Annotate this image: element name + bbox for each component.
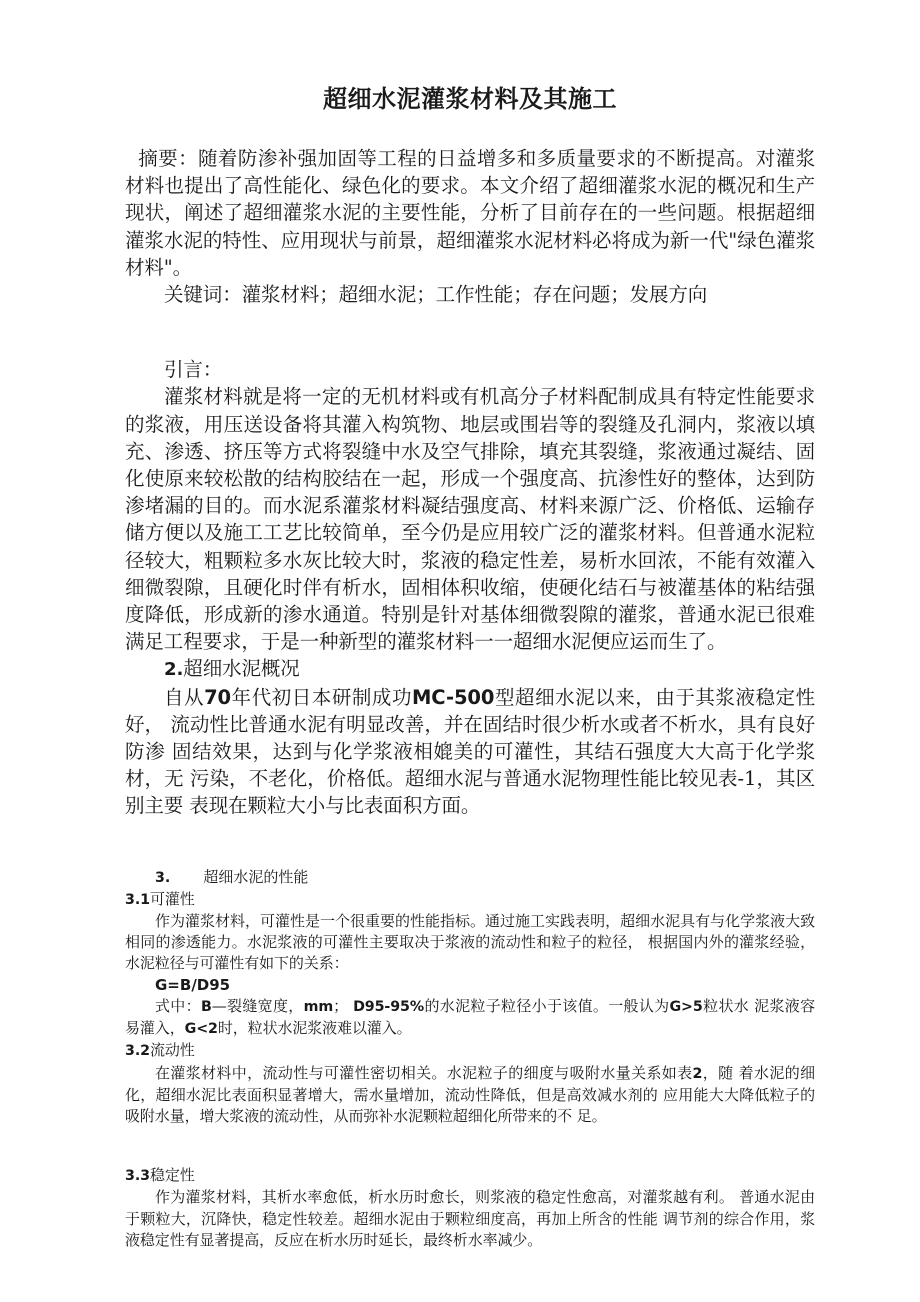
section32-heading-text: 流动性 <box>149 1041 195 1060</box>
section32-heading <box>125 1040 815 1062</box>
section3-heading-text: 超细水泥的性能 <box>203 867 309 886</box>
section3-number: 3. <box>155 869 171 886</box>
section31-heading <box>125 889 815 911</box>
spacer-before-section33 <box>125 1127 815 1165</box>
section2-number: 2. <box>164 659 184 681</box>
spacer-before-intro <box>125 308 815 356</box>
formula-note-pre: 式中： <box>155 996 201 1015</box>
section32-table-ref: 2 <box>692 1065 703 1082</box>
section2-paragraph <box>125 684 815 820</box>
section32-number: 3.2 <box>125 1043 150 1060</box>
formula-symbol-d95: D95-95% <box>353 998 425 1015</box>
formula-note-mid2: ； <box>333 996 354 1015</box>
section32-para-rest: ，随 着水泥的细化，超细水泥比表面积显著增大，需水量增加，流动性降低，但是高效减水剂的 应用能大大降低粒子的吸附水量，增大浆液的流动性，从而弥补水泥颗粒超细化所带来的不 足。 <box>125 1063 815 1125</box>
intro-paragraph: 灌浆材料就是将一定的无机材料或有机高分子材料配制成具有特定性能要求 的浆液，用压送设备将其灌入构筑物、地层或围岩等的裂缝及孔洞内，浆液以填 充、渗透、挤压等方式将裂缝中水及空气排除，填充其裂缝，浆液通过凝结、固 化使原来较松散的结构胶结在一起，形成一个强度高、抗渗性好的整体，达到防 渗堵漏的目的。而水泥系灌浆材料凝结强度高、材料来源广泛、价格低、运输存 储方便以及施工工艺比较简单，至今仍是应用较广泛的灌浆材料。但普通水泥粒 径较大，粗颗粒多水灰比较大时，浆液的稳定性差，易析水回浓，不能有效灌入 细微裂隙，且硬化时伴有析水，固相体积收缩，使硬化结石与被灌基体的粘结强 度降低，形成新的渗水通道。特别是针对基体细微裂隙的灌浆，普通水泥已很难 满足工程要求，于是一种新型的灌浆材料一一超细水泥便应运而生了。 <box>125 385 822 654</box>
intro-heading: 引言： <box>164 358 223 382</box>
abstract-paragraph: 摘要：随着防渗补强加固等工程的日益增多和多质量要求的不断提高。对灌浆 材料也提出了高性能化、绿色化的要求。本文介绍了超细灌浆水泥的概况和生产 现状，阐述了超细灌浆水泥的主要性能，分析了目前存在的一些问题。根据超细 灌浆水泥的特性、应用现状与前景，超细灌浆水泥材料必将成为新一代"绿色灌浆 材料"。 <box>125 147 822 279</box>
section33-heading <box>125 1165 815 1187</box>
spacer-before-section3 <box>125 820 815 867</box>
spacer-after-title <box>125 114 815 145</box>
section32-paragraph <box>125 1063 815 1128</box>
section31-paragraph: 作为灌浆材料，可灌性是一个很重要的性能指标。通过施工实践表明，超细水泥具有与化学浆液大致相同的渗透能力。水泥浆液的可灌性主要取决于浆液的流动性和粒子的粒径， 根据国内外的灌浆经验，水泥粒径与可灌性有如下的关系： <box>125 912 815 973</box>
document-content <box>125 0 822 1251</box>
keywords-line: 关键词：灌浆材料；超细水泥；工作性能；存在问题；发展方向 <box>164 283 708 307</box>
formula-note-mid1: —裂缝宽度， <box>211 996 304 1015</box>
formula-unit-mm: mm <box>303 998 334 1015</box>
formula-note-mid3: 的水泥粒子粒径小于该值。一般认为 <box>424 996 670 1015</box>
section2-para-mid: 年代初日本研制成功 <box>231 685 412 709</box>
page-title: 超细水泥灌浆材料及其施工 <box>323 84 617 113</box>
section2-heading <box>125 655 815 683</box>
section2-model-code: MC-500 <box>412 685 495 709</box>
formula-condition-g-gt-5: G>5 <box>669 998 703 1015</box>
section31-number: 3.1 <box>125 891 150 908</box>
formula-note-mid4: 粒状水 泥浆液容易灌入， <box>125 996 815 1038</box>
section2-para-rest: 型超细水泥以来，由于其浆液稳定性好， 流动性比普通水泥有明显改善，并在固结时很少析水或者不析水，具有良好防渗 固结效果，达到与化学浆液相媲美的可灌性，其结石强度大大高于化学浆材，无 污染，不老化，价格低。超细水泥与普通水泥物理性能比较见表-1，其区别主要 表现在颗粒大小与比表面积方面。 <box>125 685 815 818</box>
section33-paragraph: 作为灌浆材料，其析水率愈低，析水历时愈长，则浆液的稳定性愈高，对灌浆越有利。 普通水泥由于颗粒大，沉降快，稳定性较差。超细水泥由于颗粒细度高，再加上所含的性能 调节剂的综合作用，浆液稳定性有显著提高，反应在析水历时延长，最终析水率减少。 <box>125 1188 815 1249</box>
section32-para-pre: 在灌浆材料中，流动性与可灌性密切相关。水泥粒子的细度与吸附水量关系如表 <box>155 1063 693 1082</box>
section2-para-pre: 自从 <box>164 685 205 709</box>
section2-heading-text: 超细水泥概况 <box>183 657 300 681</box>
section2-year: 70 <box>204 685 232 709</box>
section33-number: 3.3 <box>125 1168 150 1185</box>
section33-heading-text: 稳定性 <box>149 1166 195 1185</box>
formula-g-equals-b-over-d95: G=B/D95 <box>155 975 231 994</box>
formula-explanation <box>125 996 815 1040</box>
formula-symbol-b: B <box>200 998 212 1015</box>
formula-condition-g-lt-2: G<2 <box>184 1021 218 1038</box>
section3-heading <box>125 867 815 889</box>
section31-heading-text: 可灌性 <box>149 889 195 908</box>
formula-note-tail: 时，粒状水泥浆液难以灌入。 <box>217 1019 412 1038</box>
